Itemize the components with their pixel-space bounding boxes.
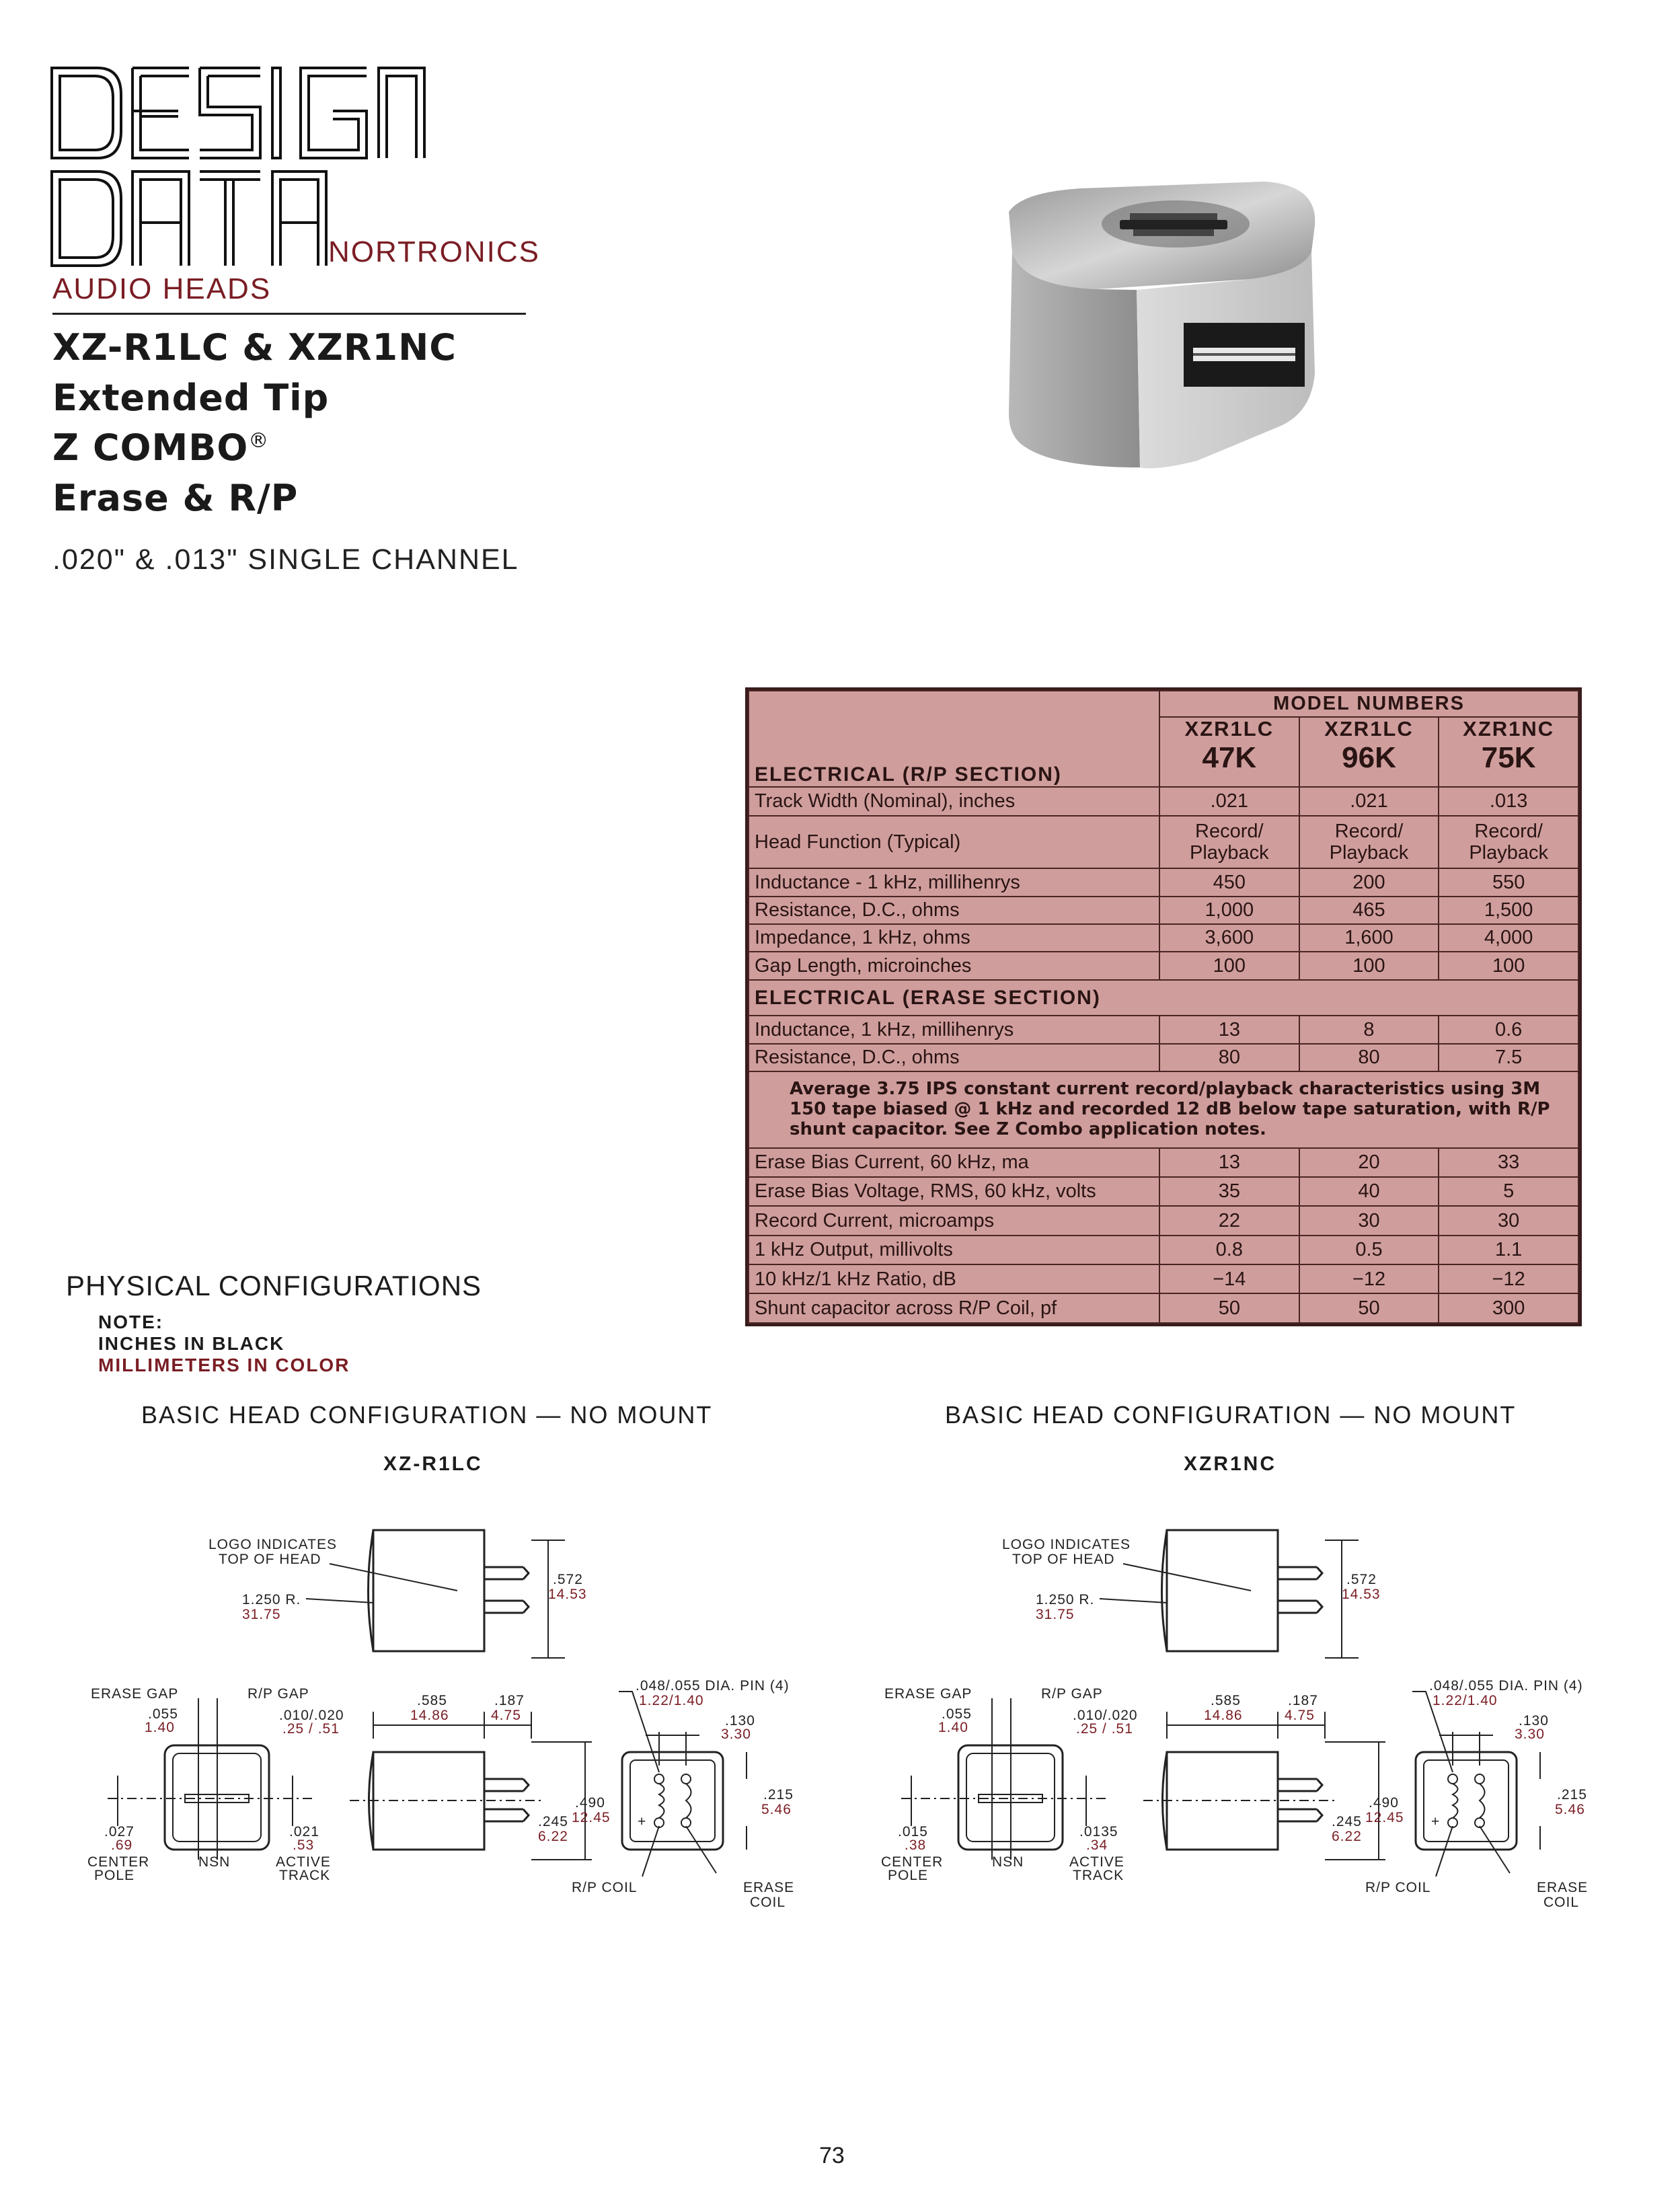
pin (1475, 1818, 1484, 1827)
row-value: 550 (1439, 868, 1578, 896)
pin (654, 1818, 664, 1827)
height-mm: 14.53 (1342, 1587, 1381, 1602)
model-code: 75K (1481, 741, 1536, 774)
center-mm: .69 (111, 1837, 133, 1853)
config-title-left: BASIC HEAD CONFIGURATION — NO MOUNT (141, 1401, 713, 1429)
table-row (749, 952, 1578, 979)
head-rear (1416, 1752, 1517, 1850)
head-body-top (1167, 1530, 1278, 1651)
rp-coil-label: R/P COIL (572, 1880, 638, 1895)
row-value: 1,600 (1299, 924, 1439, 952)
test-conditions-row (749, 1071, 1578, 1148)
row-value: −12 (1439, 1264, 1578, 1293)
pin-row-mm: 5.46 (1555, 1802, 1585, 1817)
title-models: XZ-R1LC & XZR1NC (52, 326, 457, 369)
pin (681, 1818, 691, 1827)
pin-len-mm: 4.75 (1285, 1708, 1315, 1723)
row-value: 20 (1299, 1148, 1439, 1177)
pin (1448, 1774, 1457, 1784)
active-mm: .34 (1086, 1837, 1108, 1853)
radius-in: 1.250 R. (242, 1592, 301, 1607)
row-value: −14 (1159, 1264, 1299, 1293)
pin-dia-mm: 1.22/1.40 (1433, 1693, 1498, 1708)
center-in: .027 (104, 1824, 135, 1839)
logo-note-2: TOP OF HEAD (1012, 1552, 1115, 1567)
row-label: 10 kHz/1 kHz Ratio, dB (749, 1264, 1159, 1293)
model-name: XZR1LC (1184, 717, 1274, 741)
row-label: Resistance, D.C., ohms (749, 1044, 1159, 1071)
pin (1475, 1774, 1484, 1784)
pin-row-in: .215 (1557, 1787, 1587, 1803)
rp-gap-label: R/P GAP (247, 1686, 309, 1702)
gap-lines (992, 1698, 1011, 1860)
category-label: AUDIO HEADS (52, 272, 272, 305)
page-number: 73 (819, 2143, 845, 2168)
table-row (749, 868, 1578, 896)
row-value: Record/ Playback (1299, 816, 1439, 869)
radius-leader (306, 1599, 373, 1603)
row-value: 1,500 (1439, 897, 1578, 924)
gap-lines (198, 1698, 217, 1860)
pin-len-in: .187 (494, 1693, 525, 1708)
pin (681, 1774, 691, 1784)
row-label: 1 kHz Output, millivolts (749, 1236, 1159, 1264)
row-value: 300 (1439, 1293, 1578, 1323)
pin-spacing-in: .130 (1519, 1713, 1549, 1729)
table-row (749, 1293, 1578, 1323)
active-label-2: TRACK (1073, 1868, 1124, 1883)
gap-spacing-mm: 1.40 (938, 1720, 968, 1735)
row-value: 22 (1159, 1206, 1299, 1235)
pin-len-mm: 4.75 (491, 1708, 521, 1723)
row-label: Erase Bias Voltage, RMS, 60 kHz, volts (749, 1177, 1159, 1206)
center-in: .015 (898, 1824, 928, 1839)
row-value: Record/ Playback (1439, 816, 1578, 869)
erase-coil-symbol (1480, 1784, 1485, 1818)
pin-dia-in: .048/.055 DIA. PIN (4) (636, 1678, 790, 1694)
logo-note-2: TOP OF HEAD (219, 1552, 321, 1567)
row-label: Resistance, D.C., ohms (749, 897, 1159, 924)
header-rule (52, 313, 526, 315)
pin (1448, 1818, 1457, 1827)
row-value: 0.8 (1159, 1236, 1299, 1264)
row-label: Track Width (Nominal), inches (749, 787, 1159, 816)
row-value: 40 (1299, 1177, 1439, 1206)
audio-head-photo (995, 172, 1345, 474)
table-row (749, 1236, 1578, 1264)
height-in: .572 (553, 1572, 583, 1587)
row-value: 100 (1439, 952, 1578, 979)
table-row (749, 924, 1578, 952)
config-model-right: XZR1NC (1184, 1453, 1277, 1475)
title-erase-rp: Erase & R/P (52, 477, 299, 519)
row-value: 13 (1159, 1016, 1299, 1043)
row-value: 3,600 (1159, 924, 1299, 952)
table-row (749, 816, 1578, 869)
title-extended-tip: Extended Tip (52, 377, 330, 419)
table-row (749, 1016, 1578, 1043)
model-column-1 (1159, 717, 1299, 786)
pin-len-in: .187 (1288, 1693, 1318, 1708)
erase-gap-label: ERASE GAP (91, 1686, 179, 1702)
pin-dia-in: .048/.055 DIA. PIN (4) (1429, 1678, 1583, 1694)
row-value: 200 (1299, 868, 1439, 896)
model-column-3 (1439, 717, 1578, 786)
coil-leaders (642, 1826, 716, 1876)
row-value: 80 (1159, 1044, 1299, 1071)
row-label: Inductance, 1 kHz, millihenrys (749, 1016, 1159, 1043)
center-mm: .38 (905, 1837, 927, 1853)
note-millimeters: MILLIMETERS IN COLOR (98, 1355, 350, 1375)
row-label: Erase Bias Current, 60 kHz, ma (749, 1148, 1159, 1177)
radius-mm: 31.75 (242, 1607, 281, 1622)
config-title-right: BASIC HEAD CONFIGURATION — NO MOUNT (945, 1401, 1517, 1429)
model-code: 96K (1342, 741, 1396, 774)
model-name: XZR1LC (1324, 717, 1414, 741)
nsn-label: NSN (992, 1854, 1024, 1870)
row-value: 450 (1159, 868, 1299, 896)
config-model-left: XZ-R1LC (383, 1453, 483, 1475)
brand-name: NORTRONICS (328, 235, 540, 268)
physical-configurations-title: PHYSICAL CONFIGURATIONS (66, 1270, 482, 1301)
pin-spacing-mm: 3.30 (721, 1727, 751, 1742)
drawing-xz-r1lc (74, 1510, 827, 1913)
erase-coil-label-1: ERASE (1537, 1880, 1589, 1895)
rp-gap-label: R/P GAP (1041, 1686, 1103, 1702)
row-value: 5 (1439, 1177, 1578, 1206)
model-name: XZR1NC (1463, 717, 1555, 741)
row-label: Impedance, 1 kHz, ohms (749, 924, 1159, 952)
logo-note-1: LOGO INDICATES (208, 1537, 337, 1552)
erase-coil-symbol (686, 1784, 691, 1818)
radius-in: 1.250 R. (1036, 1592, 1095, 1607)
active-in: .0135 (1079, 1824, 1118, 1839)
pin-pitch-in: .490 (1369, 1795, 1399, 1811)
blank-cell (749, 691, 1159, 717)
row-value: 30 (1299, 1206, 1439, 1235)
active-in: .021 (289, 1824, 319, 1839)
table-row (749, 1264, 1578, 1293)
erase-section-label: ELECTRICAL (ERASE SECTION) (749, 980, 1578, 1016)
row-value: 35 (1159, 1177, 1299, 1206)
row-label: Inductance - 1 kHz, millihenrys (749, 868, 1159, 896)
row-value: 8 (1299, 1016, 1439, 1043)
row-value: 30 (1439, 1206, 1578, 1235)
active-label-1: ACTIVE (276, 1854, 331, 1870)
gap-spacing-mm: 1.40 (145, 1720, 175, 1735)
center-label-1: CENTER (87, 1854, 150, 1870)
pins-top (1278, 1567, 1322, 1613)
center-label-1: CENTER (881, 1854, 944, 1870)
row-value: .021 (1159, 787, 1299, 816)
rp-coil-symbol (659, 1784, 664, 1818)
active-mm: .53 (293, 1837, 315, 1853)
erase-gap-label: ERASE GAP (884, 1686, 972, 1702)
erase-section-row (749, 980, 1578, 1016)
table-row (749, 1177, 1578, 1206)
center-label-2: POLE (888, 1868, 929, 1883)
logo-leader (330, 1564, 457, 1591)
table-row (749, 1148, 1578, 1177)
row-value: 80 (1299, 1044, 1439, 1071)
row-value: 50 (1299, 1293, 1439, 1323)
title-z-combo: Z COMBO® (52, 426, 270, 469)
erase-coil-label-1: ERASE (743, 1880, 795, 1895)
row-value: 7.5 (1439, 1044, 1578, 1071)
rp-section-label: ELECTRICAL (R/P SECTION) (749, 717, 1159, 786)
note-label: NOTE: (98, 1312, 164, 1332)
row-label: Head Function (Typical) (749, 816, 1159, 869)
row-value: 1,000 (1159, 897, 1299, 924)
table-row (749, 787, 1578, 816)
pin-offset-mm: 6.22 (1332, 1829, 1362, 1844)
track-mm: .25 / .51 (1076, 1721, 1133, 1737)
row-value: 0.5 (1299, 1236, 1439, 1264)
table-row (749, 1206, 1578, 1235)
row-value: 0.6 (1439, 1016, 1578, 1043)
subtitle: .020" & .013" SINGLE CHANNEL (52, 543, 519, 576)
row-value: 465 (1299, 897, 1439, 924)
height-in: .572 (1346, 1572, 1377, 1587)
logo-note-1: LOGO INDICATES (1002, 1537, 1131, 1552)
row-label: Shunt capacitor across R/P Coil, pf (749, 1293, 1159, 1323)
specifications-table (745, 687, 1582, 1326)
body-mm: 14.86 (410, 1708, 449, 1723)
pin-offset-in: .245 (538, 1814, 568, 1829)
model-column-2 (1299, 717, 1439, 786)
note-inches: INCHES IN BLACK (98, 1333, 285, 1354)
row-value: 50 (1159, 1293, 1299, 1323)
offset-dims (911, 1776, 1086, 1826)
model-names-row (749, 717, 1578, 786)
pin-spacing-mm: 3.30 (1515, 1727, 1545, 1742)
pin (654, 1774, 664, 1784)
row-value: 100 (1299, 952, 1439, 979)
pin-row-in: .215 (763, 1787, 794, 1803)
row-value: −12 (1299, 1264, 1439, 1293)
pin-dia-mm: 1.22/1.40 (639, 1693, 704, 1708)
row-value: 100 (1159, 952, 1299, 979)
active-label-1: ACTIVE (1069, 1854, 1124, 1870)
registered-mark: ® (248, 429, 270, 453)
center-label-2: POLE (94, 1868, 135, 1883)
radius-mm: 31.75 (1036, 1607, 1075, 1622)
offset-dims (118, 1776, 293, 1826)
table-row (749, 1044, 1578, 1071)
drawing-xzr1nc (868, 1510, 1621, 1913)
row-value: 1.1 (1439, 1236, 1578, 1264)
body-in: .585 (1211, 1693, 1241, 1708)
pin-row-mm: 5.46 (761, 1802, 792, 1817)
row-label: Record Current, microamps (749, 1206, 1159, 1235)
coil-leaders (1436, 1826, 1510, 1876)
pin-offset-mm: 6.22 (538, 1829, 568, 1844)
pin-pitch-in: .490 (575, 1795, 605, 1811)
pin-spacing-in: .130 (725, 1713, 755, 1729)
head-rear (622, 1752, 723, 1850)
track-in: .010/.020 (279, 1708, 344, 1723)
gap-spacing-in: .055 (942, 1706, 972, 1722)
model-numbers-row (749, 691, 1578, 717)
model-code: 47K (1202, 741, 1257, 774)
row-label: Gap Length, microinches (749, 952, 1159, 979)
table-row (749, 897, 1578, 924)
body-mm: 14.86 (1204, 1708, 1243, 1723)
plus-sign: + (638, 1814, 647, 1829)
track-in: .010/.020 (1073, 1708, 1138, 1723)
pin-pitch-mm: 12.45 (572, 1810, 611, 1825)
plus-sign: + (1431, 1814, 1441, 1829)
logo-leader (1123, 1564, 1251, 1591)
gap-spacing-in: .055 (148, 1706, 178, 1722)
model-numbers-label: MODEL NUMBERS (1159, 691, 1578, 717)
spec-grid (748, 690, 1579, 1324)
track-mm: .25 / .51 (282, 1721, 340, 1737)
test-conditions-note: Average 3.75 IPS constant current record/playback characteristics using 3M 150 tape biased @ 1 kHz and recorded 12 dB below tape saturation, with R/P shunt capacitor. See Z Combo application notes. (749, 1071, 1578, 1148)
row-value: 13 (1159, 1148, 1299, 1177)
row-value: Record/ Playback (1159, 816, 1299, 869)
pin-offset-in: .245 (1332, 1814, 1362, 1829)
rp-coil-label: R/P COIL (1365, 1880, 1431, 1895)
height-mm: 14.53 (548, 1587, 587, 1602)
active-label-2: TRACK (279, 1868, 331, 1883)
pin-pitch-mm: 12.45 (1365, 1810, 1404, 1825)
body-in: .585 (417, 1693, 447, 1708)
rp-coil-symbol (1453, 1784, 1458, 1818)
erase-coil-label-2: COIL (750, 1895, 786, 1910)
row-value: 33 (1439, 1148, 1578, 1177)
row-value: .013 (1439, 787, 1578, 816)
head-body-top (373, 1530, 484, 1651)
radius-leader (1100, 1599, 1167, 1603)
pins-top (484, 1567, 529, 1613)
row-value: 4,000 (1439, 924, 1578, 952)
erase-coil-label-2: COIL (1543, 1895, 1580, 1910)
nsn-label: NSN (198, 1854, 231, 1870)
row-value: .021 (1299, 787, 1439, 816)
